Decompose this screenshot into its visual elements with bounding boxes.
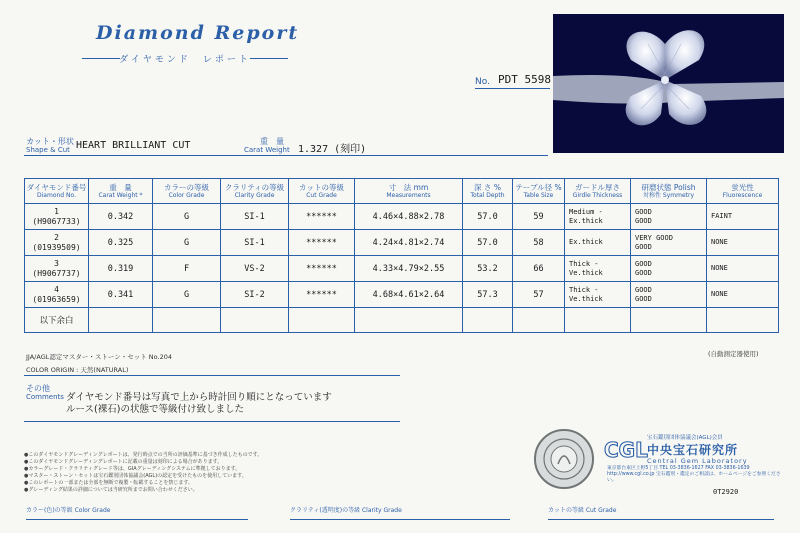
- carat-weight: 0.325: [89, 230, 153, 256]
- cut-scale: [548, 519, 774, 520]
- color-scale: [26, 519, 248, 520]
- shape-label-en: Shape & Cut: [26, 146, 70, 154]
- color-grade: G: [153, 204, 221, 230]
- cut-scale-label: カットの等級 Cut Grade: [548, 507, 617, 514]
- color-origin: COLOR ORIGIN : 天然(NATURAL): [26, 366, 129, 374]
- polish-symmetry: GOOD GOOD: [631, 204, 707, 230]
- girdle: Thick - Ve.thick: [565, 256, 631, 282]
- col-header: 研磨状態 Polish 対称性 Symmetry: [631, 179, 707, 204]
- table-row: [25, 204, 779, 230]
- lab-address: 東京都台東区上野5丁目 TEL 03-3836-1627 FAX 03-3836-1639 http://www.cgl.co.jp 宝石鑑別・鑑定のご相談は、ホームページをご参照ください。: [607, 466, 781, 483]
- col-header: カットの等級 Cut Grade: [289, 179, 355, 204]
- clarity-grade: SI-1: [221, 230, 289, 256]
- clarity-grade: SI-1: [221, 204, 289, 230]
- weight-label-jp: 重 量: [260, 137, 284, 146]
- measurements: 4.33×4.79×2.55: [355, 256, 463, 282]
- report-title: Diamond Report: [96, 22, 300, 44]
- table-row: [25, 230, 779, 256]
- color-grade: F: [153, 256, 221, 282]
- diamond-no: 4 (01963659): [25, 282, 89, 308]
- cut-grade: ******: [289, 282, 355, 308]
- total-depth: 57.3: [463, 282, 513, 308]
- table-row: [25, 308, 779, 333]
- rest-label: 以下余白: [25, 308, 89, 333]
- report-no-label: No.: [475, 77, 490, 87]
- lab-name: 中央宝石研究所: [647, 443, 739, 457]
- cut-grade: ******: [289, 256, 355, 282]
- col-header: ガードル厚さ Girdle Thickness: [565, 179, 631, 204]
- girdle: Medium - Ex.thick: [565, 204, 631, 230]
- weight-value: 1.327 (刻印): [298, 144, 367, 155]
- carat-weight: 0.319: [89, 256, 153, 282]
- weight-label-en: Carat Weight: [244, 146, 290, 154]
- clarity-grade: VS-2: [221, 256, 289, 282]
- total-depth: 53.2: [463, 256, 513, 282]
- diamond-table: [24, 178, 779, 333]
- table-header-row: [25, 179, 779, 204]
- fluorescence: NONE: [707, 230, 779, 256]
- table-size: 58: [513, 230, 565, 256]
- col-header: 重 量 Carat Weight *: [89, 179, 153, 204]
- cut-grade: ******: [289, 230, 355, 256]
- auto-meter-note: (自動測定器使用): [708, 350, 759, 358]
- clarity-scale-label: クラリティ(透明度)の等級 Clarity Grade: [290, 507, 402, 514]
- lab-seal-icon: [533, 428, 595, 490]
- total-depth: 57.0: [463, 204, 513, 230]
- polish-symmetry: GOOD GOOD: [631, 282, 707, 308]
- diamond-no: 2 (01939509): [25, 230, 89, 256]
- svg-text:CGL: CGL: [604, 438, 648, 462]
- col-header: 深 さ % Total Depth: [463, 179, 513, 204]
- color-grade: G: [153, 282, 221, 308]
- report-subtitle: ダイヤモンド レポート: [119, 55, 251, 65]
- ring-photo: [553, 14, 784, 153]
- lab-affiliation: 宝石鑑別団体協議会(AGL)会員: [647, 435, 723, 441]
- total-depth: 57.0: [463, 230, 513, 256]
- col-header: カラーの等級 Color Grade: [153, 179, 221, 204]
- table-row: [25, 256, 779, 282]
- report-no-value: PDT 5598: [498, 73, 551, 86]
- cut-grade: ******: [289, 204, 355, 230]
- master-stone-note: JJA/AGL認定マスター・ストーン・セット No.204: [26, 353, 172, 361]
- table-size: 59: [513, 204, 565, 230]
- diamond-no: 3 (H9067737): [25, 256, 89, 282]
- shape-label-jp: カット・形状: [26, 137, 74, 146]
- col-header: ダイヤモンド番号 Diamond No.: [25, 179, 89, 204]
- measurements: 4.46×4.88×2.78: [355, 204, 463, 230]
- comments-text: ダイヤモンド番号は写真で上から時計回り順にとなっています ルース(裸石)の状態で等級付け致しました: [66, 392, 332, 415]
- fluorescence: NONE: [707, 256, 779, 282]
- fluorescence: FAINT: [707, 204, 779, 230]
- lab-name-en: Central Gem Laboratory: [647, 457, 748, 465]
- comments-label-jp: その他: [26, 384, 50, 393]
- color-grade: G: [153, 230, 221, 256]
- col-header: テーブル径 % Table Size: [513, 179, 565, 204]
- color-scale-label: カラー(色)の等級 Color Grade: [26, 507, 111, 514]
- measurements: 4.68×4.61×2.64: [355, 282, 463, 308]
- table-size: 66: [513, 256, 565, 282]
- clarity-scale: [290, 519, 510, 520]
- polish-symmetry: VERY GOOD GOOD: [631, 230, 707, 256]
- clarity-grade: SI-2: [221, 282, 289, 308]
- col-header: 蛍光性 Fluorescence: [707, 179, 779, 204]
- table-size: 57: [513, 282, 565, 308]
- carat-weight: 0.341: [89, 282, 153, 308]
- girdle: Thick - Ve.thick: [565, 282, 631, 308]
- col-header: クラリティの等級 Clarity Grade: [221, 179, 289, 204]
- carat-weight: 0.342: [89, 204, 153, 230]
- diamond-no: 1 (H9067733): [25, 204, 89, 230]
- polish-symmetry: GOOD GOOD: [631, 256, 707, 282]
- table-row: [25, 282, 779, 308]
- lab-logo-icon: [603, 435, 648, 467]
- fluorescence: NONE: [707, 282, 779, 308]
- shape-value: HEART BRILLIANT CUT: [76, 140, 191, 151]
- col-header: 寸 法 mm Measurements: [355, 179, 463, 204]
- comments-label-en: Comments: [26, 393, 64, 401]
- measurements: 4.24×4.81×2.74: [355, 230, 463, 256]
- certificate-number: 0T2920: [713, 488, 739, 496]
- girdle: Ex.thick: [565, 230, 631, 256]
- footnotes: ●このダイヤモンドグレーディングレポートは、発行時点での当所の評価基準に基づき作成したものです。 ●このダイヤモンドグレーディングレポートに記載の重量は刻印による場合があります。 ●カラーグレード・クラリティグレード等は、GIAグレーディングシステムに準拠しております。 ●マスター・ストーン・セットは宝石鑑別団体協議会(AGL)の認定を受けたものを使用しています。 ●このレポートの一部または全部を無断で複製・転載することを禁じます。 ●グレーディング結果の詳細については当研究所までお問い合わせください。: [24, 452, 263, 493]
